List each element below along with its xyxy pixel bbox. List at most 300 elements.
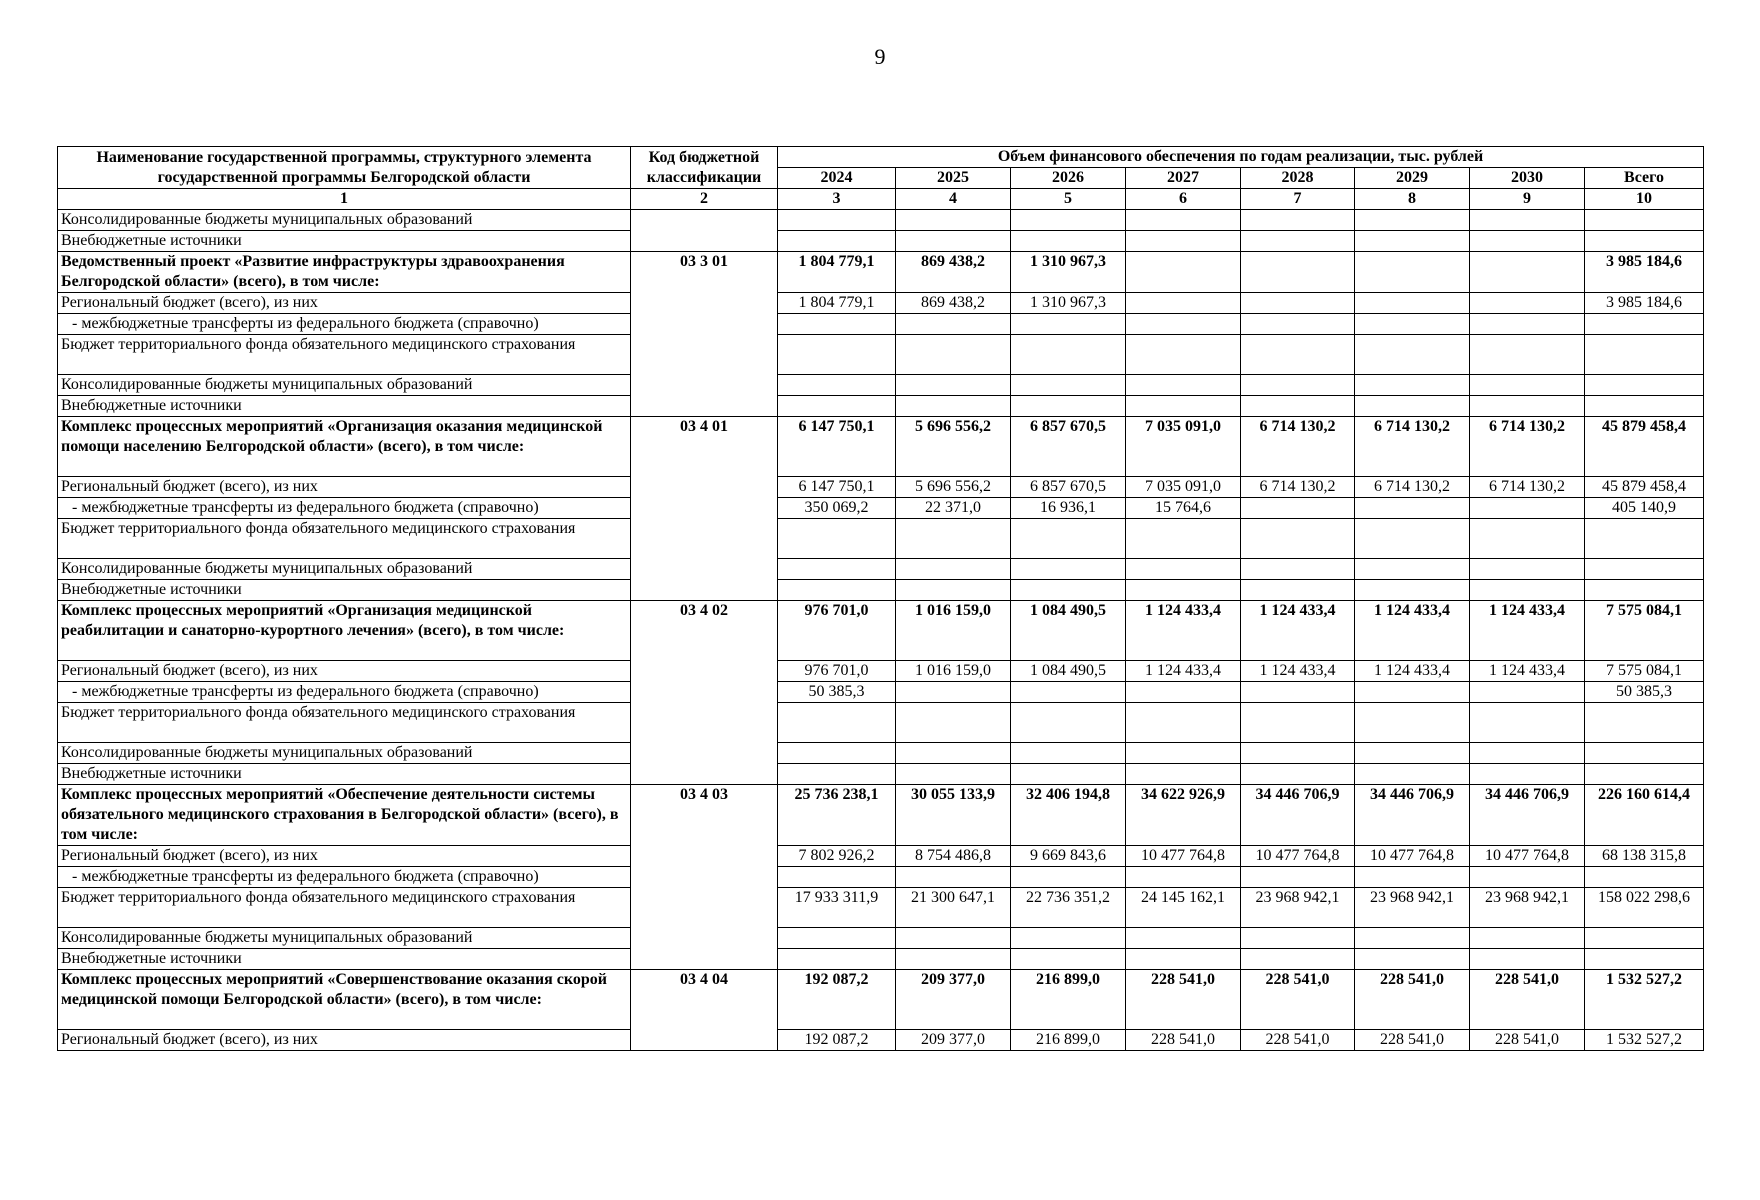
value-year — [1011, 867, 1126, 888]
value-year — [1126, 335, 1241, 375]
table-row — [58, 846, 1704, 867]
value-year — [1470, 949, 1585, 970]
value-year: 7 035 091,0 — [1126, 417, 1241, 477]
value-year — [1011, 703, 1126, 743]
value-total — [1585, 703, 1704, 743]
row-name: Внебюджетные источники — [58, 764, 631, 785]
value-year — [1126, 231, 1241, 252]
value-total: 50 385,3 — [1585, 682, 1704, 703]
value-year: 5 696 556,2 — [896, 417, 1011, 477]
value-year: 1 804 779,1 — [778, 252, 896, 293]
table-row — [58, 210, 1704, 231]
value-year — [1126, 519, 1241, 559]
value-total — [1585, 559, 1704, 580]
header-year: 2030 — [1470, 168, 1585, 189]
value-year: 50 385,3 — [778, 682, 896, 703]
table-row — [58, 867, 1704, 888]
row-name: Консолидированные бюджеты муниципальных образований — [58, 928, 631, 949]
table-row-section — [58, 252, 1704, 293]
value-total — [1585, 743, 1704, 764]
table-row — [58, 928, 1704, 949]
value-year: 32 406 194,8 — [1011, 785, 1126, 846]
table-row-section — [58, 417, 1704, 477]
value-year — [778, 559, 896, 580]
column-number: 9 — [1470, 189, 1585, 210]
value-year — [896, 867, 1011, 888]
row-name: Бюджет территориального фонда обязательного медицинского страхования — [58, 703, 631, 743]
value-year: 1 084 490,5 — [1011, 601, 1126, 661]
value-year — [1126, 580, 1241, 601]
header-total: Всего — [1585, 168, 1704, 189]
value-year: 1 124 433,4 — [1470, 661, 1585, 682]
value-year — [1126, 252, 1241, 293]
value-total: 3 985 184,6 — [1585, 252, 1704, 293]
table-row — [58, 559, 1704, 580]
table-row — [58, 396, 1704, 417]
value-year: 23 968 942,1 — [1241, 888, 1355, 928]
header-year: 2027 — [1126, 168, 1241, 189]
value-year — [1355, 519, 1470, 559]
value-year — [1241, 252, 1355, 293]
value-year — [1126, 559, 1241, 580]
row-name: Консолидированные бюджеты муниципальных образований — [58, 559, 631, 580]
value-year: 869 438,2 — [896, 252, 1011, 293]
value-year — [1470, 231, 1585, 252]
value-total: 3 985 184,6 — [1585, 293, 1704, 314]
value-year: 6 714 130,2 — [1241, 417, 1355, 477]
value-year: 228 541,0 — [1355, 1030, 1470, 1051]
value-year: 24 145 162,1 — [1126, 888, 1241, 928]
value-year — [896, 703, 1011, 743]
value-year — [896, 375, 1011, 396]
value-year — [1126, 743, 1241, 764]
value-year — [1241, 498, 1355, 519]
value-year — [1470, 210, 1585, 231]
value-year — [1126, 293, 1241, 314]
value-year — [896, 682, 1011, 703]
row-name: Внебюджетные источники — [58, 231, 631, 252]
value-year — [1011, 580, 1126, 601]
value-year: 1 124 433,4 — [1241, 661, 1355, 682]
value-year — [1241, 519, 1355, 559]
row-name: - межбюджетные трансферты из федерального бюджета (справочно) — [58, 314, 631, 335]
value-year: 869 438,2 — [896, 293, 1011, 314]
value-year — [1241, 396, 1355, 417]
value-year — [1241, 682, 1355, 703]
value-year: 34 446 706,9 — [1241, 785, 1355, 846]
value-year — [1355, 559, 1470, 580]
value-year: 209 377,0 — [896, 1030, 1011, 1051]
value-year — [896, 231, 1011, 252]
value-year — [1241, 928, 1355, 949]
header-volume: Объем финансового обеспечения по годам реализации, тыс. рублей — [778, 147, 1704, 168]
value-year: 25 736 238,1 — [778, 785, 896, 846]
value-year — [1011, 928, 1126, 949]
row-name: Региональный бюджет (всего), из них — [58, 477, 631, 498]
value-year: 192 087,2 — [778, 1030, 896, 1051]
value-year — [1355, 682, 1470, 703]
row-name: Региональный бюджет (всего), из них — [58, 846, 631, 867]
value-year — [1470, 519, 1585, 559]
table-header — [58, 147, 1704, 210]
value-year — [896, 519, 1011, 559]
value-year — [1470, 335, 1585, 375]
value-year: 10 477 764,8 — [1126, 846, 1241, 867]
row-name: - межбюджетные трансферты из федерального бюджета (справочно) — [58, 867, 631, 888]
value-year: 1 124 433,4 — [1355, 661, 1470, 682]
table-row — [58, 231, 1704, 252]
value-year — [1011, 743, 1126, 764]
value-year: 209 377,0 — [896, 970, 1011, 1030]
value-year — [1241, 949, 1355, 970]
value-total — [1585, 314, 1704, 335]
value-year: 6 147 750,1 — [778, 477, 896, 498]
value-year: 34 446 706,9 — [1470, 785, 1585, 846]
value-year: 16 936,1 — [1011, 498, 1126, 519]
value-year: 228 541,0 — [1355, 970, 1470, 1030]
value-year — [896, 764, 1011, 785]
value-year — [1470, 703, 1585, 743]
value-year — [896, 928, 1011, 949]
value-year — [1470, 682, 1585, 703]
value-total — [1585, 580, 1704, 601]
value-year: 1 124 433,4 — [1241, 601, 1355, 661]
value-year: 10 477 764,8 — [1470, 846, 1585, 867]
value-year: 17 933 311,9 — [778, 888, 896, 928]
value-year: 1 124 433,4 — [1355, 601, 1470, 661]
row-name: Региональный бюджет (всего), из них — [58, 293, 631, 314]
value-total — [1585, 375, 1704, 396]
value-year — [1241, 335, 1355, 375]
value-year: 6 714 130,2 — [1470, 417, 1585, 477]
table-row — [58, 703, 1704, 743]
value-year — [1355, 498, 1470, 519]
value-year — [1355, 314, 1470, 335]
value-total: 405 140,9 — [1585, 498, 1704, 519]
value-year — [1355, 252, 1470, 293]
row-name: Комплекс процессных мероприятий «Совершенствование оказания скорой медицинской помощи Белгородской области» (всего), в том числе: — [58, 970, 631, 1030]
value-year — [778, 335, 896, 375]
budget-code: 03 3 01 — [631, 252, 778, 417]
table-row — [58, 498, 1704, 519]
row-name: Бюджет территориального фонда обязательного медицинского страхования — [58, 519, 631, 559]
value-year — [778, 949, 896, 970]
budget-code: 03 4 04 — [631, 970, 778, 1051]
value-year: 6 857 670,5 — [1011, 417, 1126, 477]
value-year — [1470, 396, 1585, 417]
row-name: Бюджет территориального фонда обязательного медицинского страхования — [58, 335, 631, 375]
value-year — [1470, 580, 1585, 601]
row-name: Бюджет территориального фонда обязательного медицинского страхования — [58, 888, 631, 928]
value-year — [1011, 375, 1126, 396]
value-year: 7 035 091,0 — [1126, 477, 1241, 498]
value-year — [1241, 375, 1355, 396]
value-year — [1241, 314, 1355, 335]
value-year — [896, 335, 1011, 375]
value-year — [1126, 396, 1241, 417]
value-total — [1585, 335, 1704, 375]
table-row-section — [58, 601, 1704, 661]
column-number: 1 — [58, 189, 631, 210]
value-year — [1355, 949, 1470, 970]
column-number: 2 — [631, 189, 778, 210]
value-year: 192 087,2 — [778, 970, 896, 1030]
value-year — [1470, 293, 1585, 314]
value-year — [1011, 231, 1126, 252]
value-total: 1 532 527,2 — [1585, 1030, 1704, 1051]
value-year: 976 701,0 — [778, 601, 896, 661]
value-year — [1011, 210, 1126, 231]
value-total — [1585, 764, 1704, 785]
value-year — [1355, 867, 1470, 888]
value-year — [1241, 867, 1355, 888]
value-year — [1126, 210, 1241, 231]
table-row — [58, 335, 1704, 375]
value-year: 34 446 706,9 — [1355, 785, 1470, 846]
value-total — [1585, 210, 1704, 231]
value-year: 34 622 926,9 — [1126, 785, 1241, 846]
value-year: 6 714 130,2 — [1470, 477, 1585, 498]
value-year — [778, 396, 896, 417]
value-year — [778, 867, 896, 888]
column-number: 5 — [1011, 189, 1126, 210]
value-year — [1126, 928, 1241, 949]
column-number: 8 — [1355, 189, 1470, 210]
value-year — [1470, 743, 1585, 764]
value-year — [1011, 519, 1126, 559]
header-code: Код бюджетной классификации — [631, 147, 778, 189]
value-year — [896, 949, 1011, 970]
row-name: Внебюджетные источники — [58, 396, 631, 417]
value-year: 1 310 967,3 — [1011, 252, 1126, 293]
value-year — [1355, 743, 1470, 764]
row-name: Внебюджетные источники — [58, 949, 631, 970]
value-year: 6 714 130,2 — [1355, 477, 1470, 498]
value-year: 228 541,0 — [1241, 1030, 1355, 1051]
value-year — [1126, 949, 1241, 970]
value-total: 226 160 614,4 — [1585, 785, 1704, 846]
value-total — [1585, 519, 1704, 559]
value-year — [1126, 703, 1241, 743]
table-row — [58, 743, 1704, 764]
value-year: 1 310 967,3 — [1011, 293, 1126, 314]
budget-code: 03 4 01 — [631, 417, 778, 601]
row-name: Региональный бюджет (всего), из них — [58, 661, 631, 682]
value-year — [1126, 867, 1241, 888]
value-year: 350 069,2 — [778, 498, 896, 519]
table-row — [58, 519, 1704, 559]
value-total: 45 879 458,4 — [1585, 477, 1704, 498]
value-year — [778, 928, 896, 949]
row-name: Региональный бюджет (всего), из них — [58, 1030, 631, 1051]
page-number: 9 — [874, 44, 886, 69]
budget-code — [631, 210, 778, 252]
value-year — [1011, 764, 1126, 785]
table-body — [58, 210, 1704, 1051]
table-row — [58, 661, 1704, 682]
value-year — [778, 375, 896, 396]
value-year — [1470, 559, 1585, 580]
value-year — [1355, 396, 1470, 417]
value-total — [1585, 928, 1704, 949]
value-year — [1355, 293, 1470, 314]
value-year — [1011, 949, 1126, 970]
value-year — [778, 580, 896, 601]
value-year — [1355, 764, 1470, 785]
value-year — [1126, 764, 1241, 785]
value-year — [1355, 928, 1470, 949]
row-name: Консолидированные бюджеты муниципальных образований — [58, 743, 631, 764]
value-total — [1585, 231, 1704, 252]
value-year — [896, 314, 1011, 335]
column-number: 4 — [896, 189, 1011, 210]
table-row — [58, 477, 1704, 498]
value-year: 228 541,0 — [1470, 1030, 1585, 1051]
value-year: 1 124 433,4 — [1126, 661, 1241, 682]
value-year: 23 968 942,1 — [1470, 888, 1585, 928]
value-year: 228 541,0 — [1126, 970, 1241, 1030]
header-year: 2025 — [896, 168, 1011, 189]
value-year — [1355, 703, 1470, 743]
value-year — [896, 210, 1011, 231]
value-year — [778, 231, 896, 252]
value-year — [1241, 559, 1355, 580]
value-year: 1 016 159,0 — [896, 661, 1011, 682]
value-total — [1585, 949, 1704, 970]
value-year: 216 899,0 — [1011, 1030, 1126, 1051]
value-year — [778, 519, 896, 559]
row-name: Консолидированные бюджеты муниципальных образований — [58, 375, 631, 396]
value-year — [1470, 498, 1585, 519]
table-row — [58, 314, 1704, 335]
column-number: 3 — [778, 189, 896, 210]
value-year: 1 804 779,1 — [778, 293, 896, 314]
value-year: 6 714 130,2 — [1355, 417, 1470, 477]
value-year: 216 899,0 — [1011, 970, 1126, 1030]
row-name: - межбюджетные трансферты из федерального бюджета (справочно) — [58, 682, 631, 703]
table-row — [58, 682, 1704, 703]
value-year: 22 371,0 — [896, 498, 1011, 519]
value-year — [1355, 375, 1470, 396]
table-row — [58, 888, 1704, 928]
value-year — [1470, 928, 1585, 949]
value-year — [778, 703, 896, 743]
value-year: 6 147 750,1 — [778, 417, 896, 477]
value-year — [1470, 314, 1585, 335]
column-number: 6 — [1126, 189, 1241, 210]
table-row — [58, 375, 1704, 396]
budget-code: 03 4 03 — [631, 785, 778, 970]
value-year — [1241, 210, 1355, 231]
row-name: Консолидированные бюджеты муниципальных образований — [58, 210, 631, 231]
value-year — [1126, 682, 1241, 703]
value-year: 6 714 130,2 — [1241, 477, 1355, 498]
row-name: Ведомственный проект «Развитие инфраструктуры здравоохранения Белгородской области» (всего), в том числе: — [58, 252, 631, 293]
budget-table — [57, 146, 1704, 1051]
value-year — [1470, 764, 1585, 785]
value-year: 22 736 351,2 — [1011, 888, 1126, 928]
value-year — [1355, 580, 1470, 601]
value-year: 15 764,6 — [1126, 498, 1241, 519]
value-year: 1 124 433,4 — [1126, 601, 1241, 661]
value-year — [1126, 314, 1241, 335]
value-year — [778, 743, 896, 764]
budget-code: 03 4 02 — [631, 601, 778, 785]
value-total: 158 022 298,6 — [1585, 888, 1704, 928]
column-number: 7 — [1241, 189, 1355, 210]
value-year — [1470, 375, 1585, 396]
header-year: 2029 — [1355, 168, 1470, 189]
value-year — [778, 764, 896, 785]
value-total: 7 575 084,1 — [1585, 601, 1704, 661]
value-year — [1011, 682, 1126, 703]
value-year: 21 300 647,1 — [896, 888, 1011, 928]
value-year — [1241, 743, 1355, 764]
row-name: Комплекс процессных мероприятий «Организация медицинской реабилитации и санаторно-курортного лечения» (всего), в том числе: — [58, 601, 631, 661]
value-year — [1241, 580, 1355, 601]
value-year — [1470, 252, 1585, 293]
value-year — [778, 210, 896, 231]
value-year — [1241, 293, 1355, 314]
value-year: 30 055 133,9 — [896, 785, 1011, 846]
value-year — [1011, 314, 1126, 335]
value-total: 7 575 084,1 — [1585, 661, 1704, 682]
value-year — [1355, 231, 1470, 252]
value-year: 5 696 556,2 — [896, 477, 1011, 498]
table-row-section — [58, 785, 1704, 846]
value-year: 1 124 433,4 — [1470, 601, 1585, 661]
value-year — [1355, 335, 1470, 375]
value-year: 1 016 159,0 — [896, 601, 1011, 661]
value-year: 228 541,0 — [1241, 970, 1355, 1030]
table-row — [58, 580, 1704, 601]
value-year: 9 669 843,6 — [1011, 846, 1126, 867]
value-total: 45 879 458,4 — [1585, 417, 1704, 477]
value-year: 23 968 942,1 — [1355, 888, 1470, 928]
value-year: 976 701,0 — [778, 661, 896, 682]
value-year — [1470, 867, 1585, 888]
row-name: Комплекс процессных мероприятий «Организация оказания медицинской помощи населению Белгородской области» (всего), в том числе: — [58, 417, 631, 477]
value-year — [896, 396, 1011, 417]
value-year: 1 084 490,5 — [1011, 661, 1126, 682]
table-row — [58, 949, 1704, 970]
header-year: 2028 — [1241, 168, 1355, 189]
value-year — [1011, 559, 1126, 580]
header-name: Наименование государственной программы, структурного элемента государственной программы Белгородской области — [58, 147, 631, 189]
value-year — [778, 314, 896, 335]
value-year — [1241, 703, 1355, 743]
value-year — [1011, 396, 1126, 417]
value-year: 228 541,0 — [1470, 970, 1585, 1030]
table-row — [58, 764, 1704, 785]
value-year: 10 477 764,8 — [1241, 846, 1355, 867]
column-number: 10 — [1585, 189, 1704, 210]
row-name: Комплекс процессных мероприятий «Обеспечение деятельности системы обязательного медицинского страхования в Белгородской области» (всего), в том числе: — [58, 785, 631, 846]
value-year — [896, 559, 1011, 580]
value-year: 10 477 764,8 — [1355, 846, 1470, 867]
row-name: - межбюджетные трансферты из федерального бюджета (справочно) — [58, 498, 631, 519]
table-row — [58, 1030, 1704, 1051]
value-year: 8 754 486,8 — [896, 846, 1011, 867]
value-year — [1126, 375, 1241, 396]
table-row — [58, 293, 1704, 314]
header-year: 2026 — [1011, 168, 1126, 189]
value-total — [1585, 867, 1704, 888]
value-total: 1 532 527,2 — [1585, 970, 1704, 1030]
value-year — [896, 743, 1011, 764]
value-year: 7 802 926,2 — [778, 846, 896, 867]
value-year — [1011, 335, 1126, 375]
